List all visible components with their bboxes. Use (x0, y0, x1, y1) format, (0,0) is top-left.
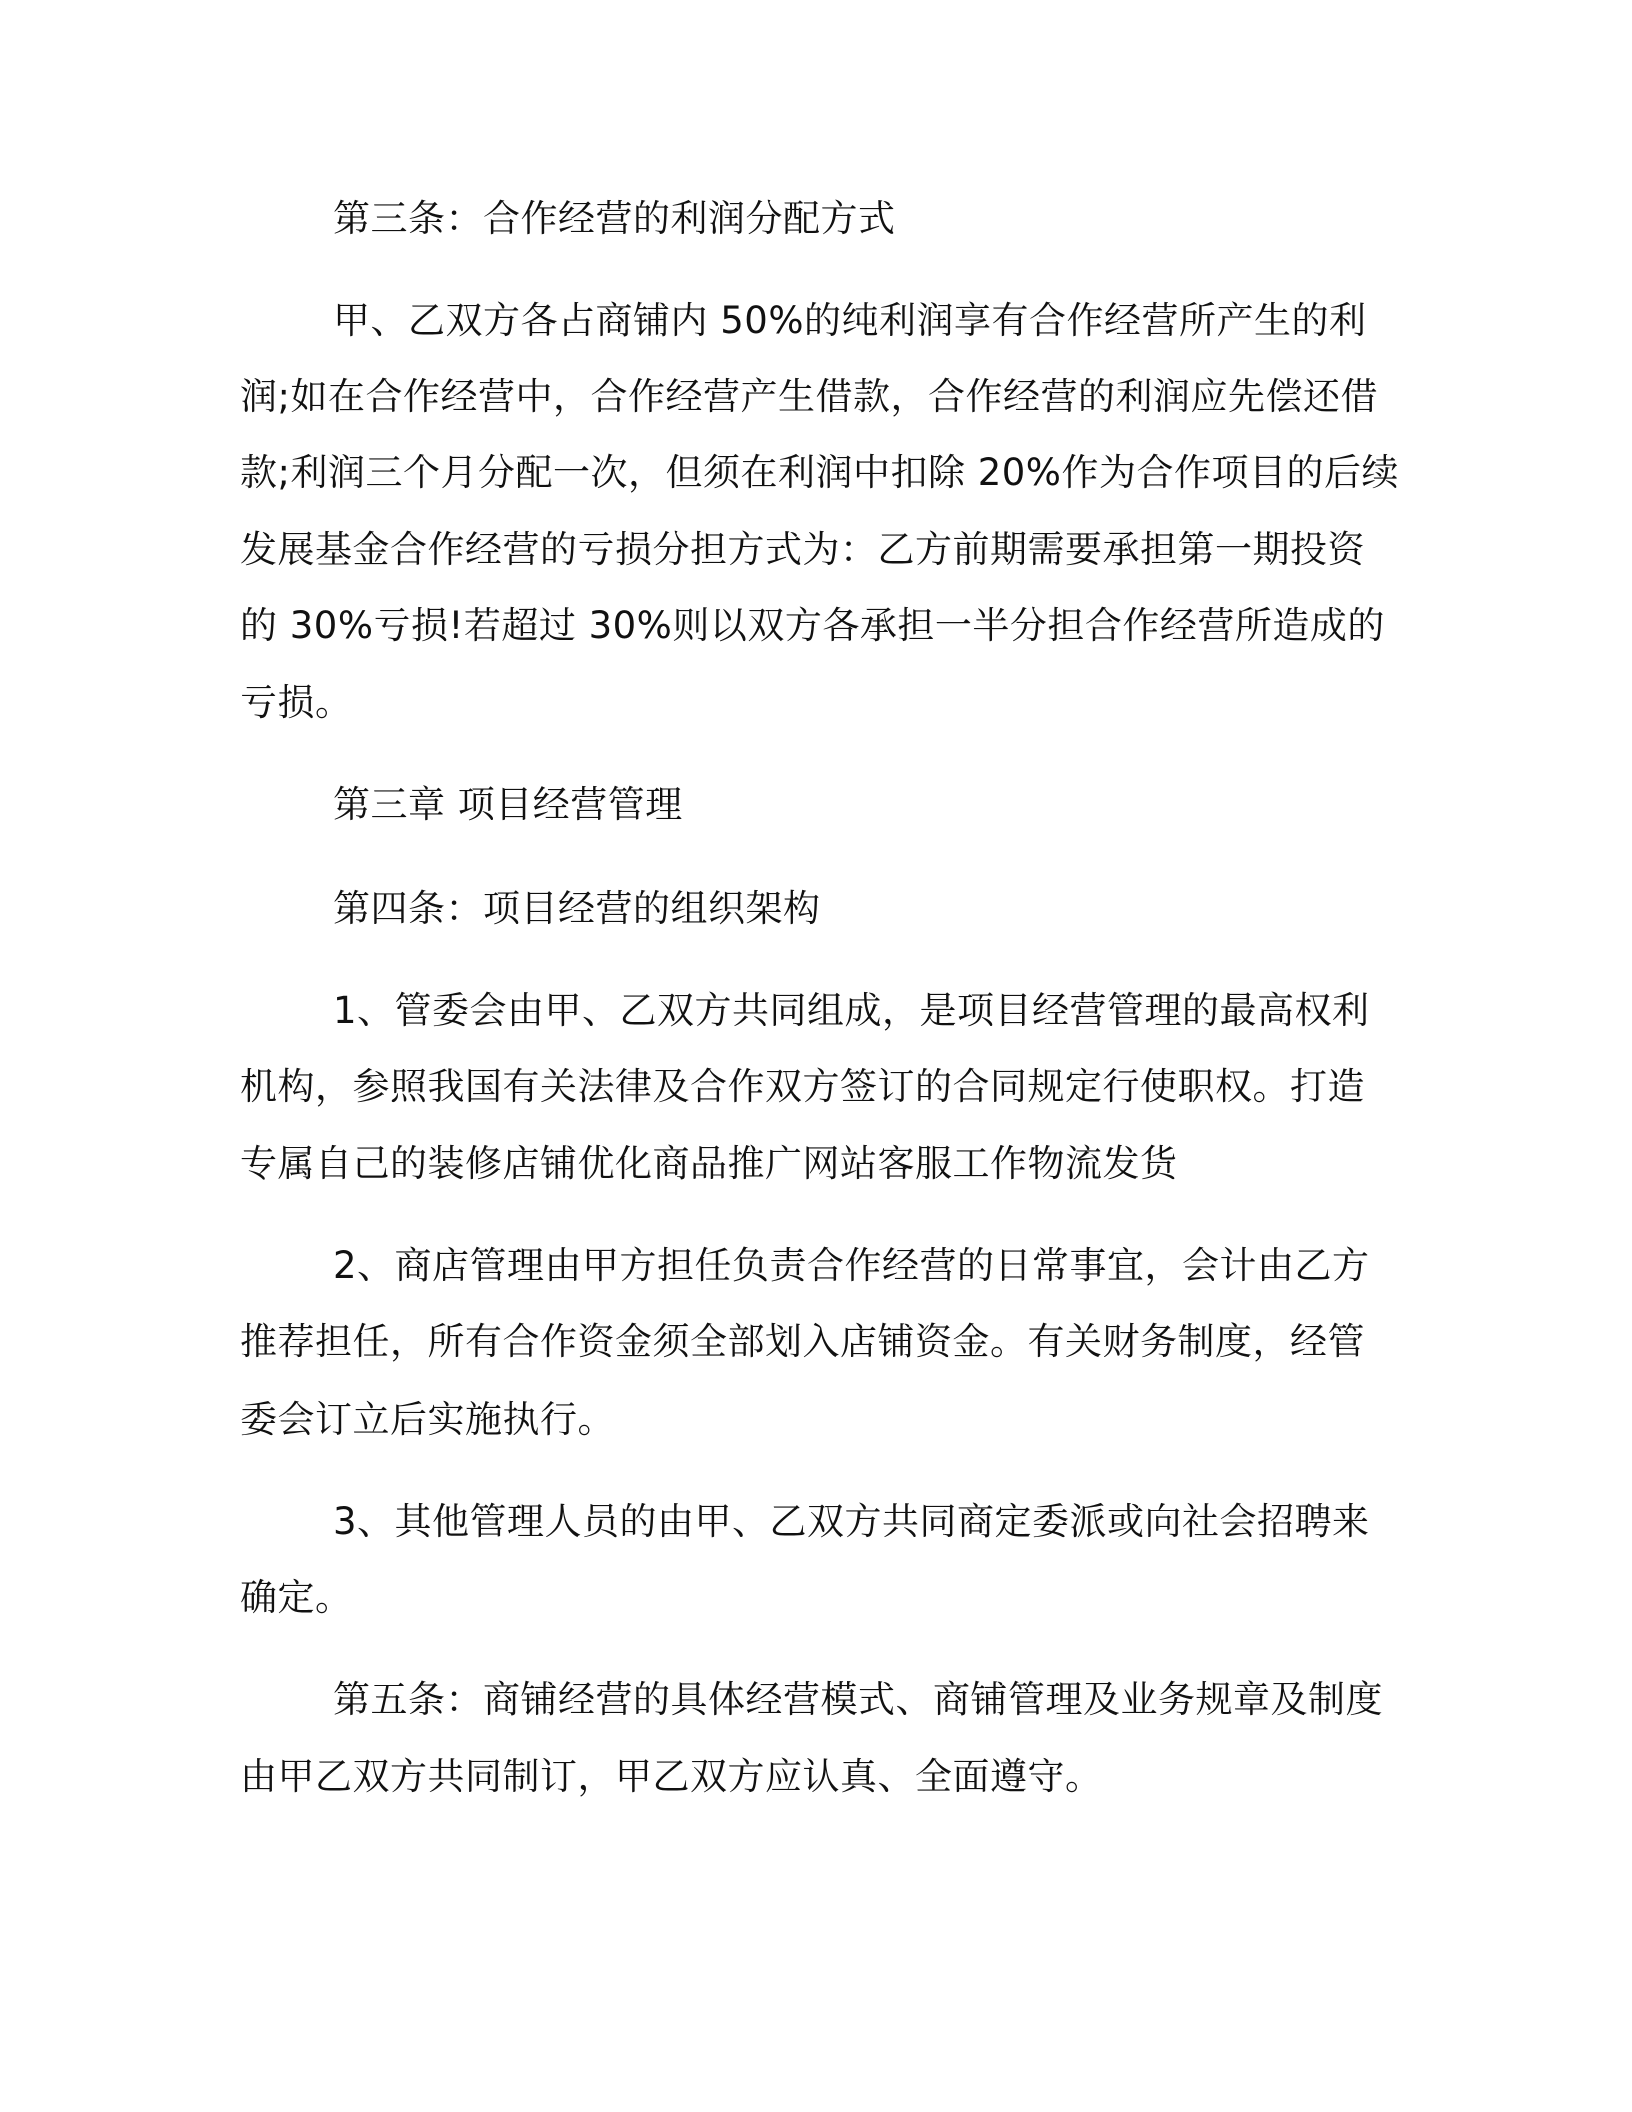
item2-line: 委会订立后实施执行。 (240, 1398, 615, 1441)
item1-line: 1、管委会由甲、乙双方共同组成，是项目经营管理的最高权利 (333, 989, 1370, 1032)
article3-line: 款;利润三个月分配一次，但须在利润中扣除 20%作为合作项目的后续 (240, 451, 1399, 494)
article3-line: 亏损。 (240, 681, 353, 724)
article3-line: 润;如在合作经营中，合作经营产生借款，合作经营的利润应先偿还借 (240, 375, 1378, 418)
item1-line: 专属自己的装修店铺优化商品推广网站客服工作物流发货 (240, 1142, 1178, 1185)
article3-line: 甲、乙双方各占商铺内 50%的纯利润享有合作经营所产生的利 (333, 299, 1367, 342)
article4-heading: 第四条：项目经营的组织架构 (333, 887, 821, 930)
article5-line: 由甲乙双方共同制订，甲乙双方应认真、全面遵守。 (240, 1755, 1103, 1798)
item3-line: 确定。 (240, 1576, 353, 1619)
article3-heading: 第三条：合作经营的利润分配方式 (333, 197, 896, 240)
item1-line: 机构，参照我国有关法律及合作双方签订的合同规定行使职权。打造 (240, 1065, 1365, 1108)
item2-line: 推荐担任，所有合作资金须全部划入店铺资金。有关财务制度，经管 (240, 1320, 1365, 1363)
article3-line: 发展基金合作经营的亏损分担方式为：乙方前期需要承担第一期投资 (240, 528, 1365, 571)
article5-line: 第五条：商铺经营的具体经营模式、商铺管理及业务规章及制度 (333, 1678, 1383, 1721)
item2-line: 2、商店管理由甲方担任负责合作经营的日常事宜，会计由乙方 (333, 1244, 1370, 1287)
chapter3-heading: 第三章 项目经营管理 (333, 783, 683, 826)
article3-line: 的 30%亏损!若超过 30%则以双方各承担一半分担合作经营所造成的 (240, 604, 1385, 647)
item3-line: 3、其他管理人员的由甲、乙双方共同商定委派或向社会招聘来 (333, 1500, 1370, 1543)
